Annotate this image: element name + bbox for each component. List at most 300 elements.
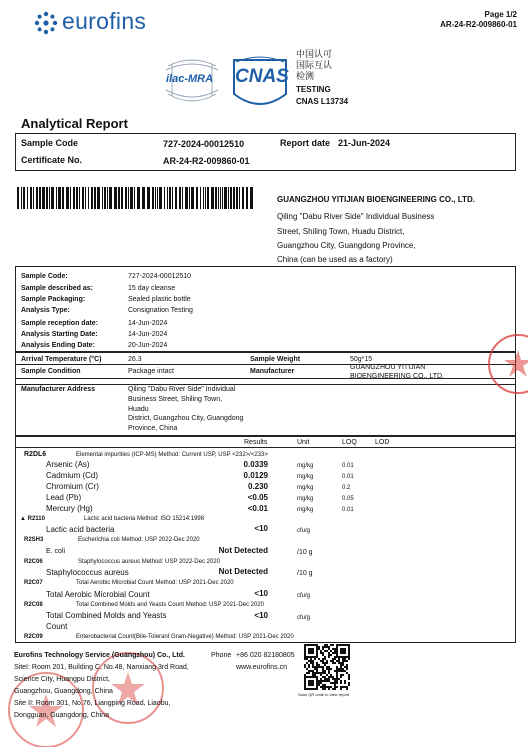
barcode-bar	[167, 187, 168, 209]
manufacturer-address-line2: Business Street, Shiling Town,	[128, 396, 223, 403]
r2110-result: <10	[254, 524, 268, 533]
manufacturer-address-line1: Qiling "Dabu River Side" Individual	[128, 386, 236, 393]
certificate-value: AR-24-R2-009860-01	[163, 156, 250, 166]
qr-module	[342, 674, 344, 676]
barcode-bar	[76, 187, 78, 209]
qr-module	[308, 660, 310, 662]
qr-module	[328, 668, 330, 670]
report-date-label: Report date	[280, 138, 331, 148]
r2c07-unit: cfu/g	[297, 593, 311, 599]
report-qr-code[interactable]	[304, 644, 350, 690]
sample-info-value: 14-Jun-2024	[128, 331, 168, 338]
qr-module	[344, 658, 346, 660]
qr-module	[342, 658, 344, 660]
qr-module	[336, 670, 338, 672]
qr-module	[324, 676, 326, 678]
qr-module	[318, 646, 320, 648]
barcode-bar	[191, 187, 194, 209]
qr-module	[340, 682, 342, 684]
footer-phone: +86 020 82180805	[236, 652, 295, 659]
qr-module	[316, 672, 318, 674]
barcode-bar	[207, 187, 209, 209]
barcode-bar	[30, 187, 32, 209]
barcode-bar	[142, 187, 145, 209]
qr-module	[312, 666, 314, 668]
barcode-bar	[23, 187, 25, 209]
qr-module	[340, 674, 342, 676]
qr-module	[338, 658, 340, 660]
barcode-bar	[179, 187, 181, 209]
qr-module	[310, 670, 312, 672]
r2c07-result: <10	[254, 589, 268, 598]
qr-module	[312, 662, 314, 664]
qr-module	[338, 662, 340, 664]
qr-module	[340, 670, 342, 672]
qr-module	[334, 686, 336, 688]
barcode-bar	[159, 187, 162, 209]
qr-module	[332, 662, 334, 664]
results-col-unit: Unit	[297, 439, 310, 446]
r2110-unit: cfu/g	[297, 528, 311, 534]
qr-module	[328, 672, 330, 674]
qr-module	[342, 668, 344, 670]
qr-module	[326, 644, 328, 646]
qr-module	[334, 652, 336, 654]
sample-code-label: Sample Code	[21, 138, 79, 148]
qr-module	[324, 688, 326, 690]
qr-module	[334, 648, 336, 650]
qr-module	[306, 662, 308, 664]
r2sh3-code: R2SH3	[24, 537, 44, 543]
qr-module	[326, 650, 328, 652]
qr-module	[308, 670, 310, 672]
barcode-bar	[46, 187, 48, 209]
element-name: Arsenic (As)	[46, 460, 90, 469]
qr-module	[310, 658, 312, 660]
barcode-bar	[224, 187, 227, 209]
qr-module	[348, 676, 350, 678]
qr-module	[320, 682, 322, 684]
qr-module	[332, 682, 334, 684]
sample-info-value: 15 day cleanse	[128, 285, 176, 292]
barcode-bar	[94, 187, 96, 209]
arrival-temp-value: 26.3	[128, 356, 142, 363]
qr-module	[348, 658, 350, 660]
qr-module	[344, 670, 346, 672]
element-unit: mg/kg	[297, 463, 314, 469]
cn-accreditation-line1: 中国认可	[296, 50, 333, 60]
qr-module	[322, 646, 324, 648]
sample-code-value: 727-2024-00012510	[163, 139, 245, 149]
element-name: Chromium (Cr)	[46, 482, 99, 491]
barcode-bar	[137, 187, 140, 209]
sample-info-box	[15, 266, 516, 352]
client-address-line2: Street, Shiling Town, Huadu District,	[277, 227, 405, 236]
r2110-name: Lactic acid bacteria	[46, 525, 115, 534]
element-result: <0.01	[247, 504, 268, 513]
qr-module	[332, 676, 334, 678]
barcode-bar	[200, 187, 201, 209]
qr-module	[304, 658, 306, 660]
qr-module	[330, 676, 332, 678]
barcode-bar	[39, 187, 41, 209]
qr-module	[322, 666, 324, 668]
qr-module	[344, 682, 346, 684]
qr-module	[328, 680, 330, 682]
qr-module	[338, 670, 340, 672]
element-unit: mg/kg	[297, 496, 314, 502]
element-unit: mg/kg	[297, 485, 314, 491]
qr-module	[346, 660, 348, 662]
qr-module	[332, 660, 334, 662]
qr-module	[312, 670, 314, 672]
barcode-bar	[130, 187, 133, 209]
qr-module	[308, 664, 310, 666]
sample-weight-label: Sample Weight	[250, 356, 301, 363]
qr-module	[342, 664, 344, 666]
qr-module	[348, 682, 350, 684]
qr-module	[322, 660, 324, 662]
r2110-desc: Lactic acid bacteria Method: ISO 15214:1998	[84, 516, 205, 522]
qr-module	[326, 646, 328, 648]
qr-module	[318, 680, 320, 682]
barcode-bar	[33, 187, 34, 209]
barcode-bar	[230, 187, 232, 209]
r2sh3-name: E. coli	[46, 548, 66, 555]
barcode-bar	[66, 187, 69, 209]
barcode-bar	[121, 187, 123, 209]
barcode-bar	[58, 187, 61, 209]
qr-module	[304, 664, 306, 666]
qr-module	[320, 652, 322, 654]
qr-module	[324, 662, 326, 664]
qr-module	[314, 666, 316, 668]
qr-module	[338, 668, 340, 670]
qr-module	[322, 688, 324, 690]
barcode-bar	[91, 187, 93, 209]
sample-info-label: Analysis Ending Date:	[21, 342, 95, 349]
qr-module	[330, 682, 332, 684]
qr-module	[324, 646, 326, 648]
element-loq: 0.01	[342, 463, 354, 469]
manufacturer-line2: BIOENGINEERING CO., LTD.	[350, 373, 444, 380]
qr-module	[314, 658, 316, 660]
qr-module	[322, 652, 324, 654]
client-address-line1: Qiling "Dabu River Side" Individual Business	[277, 212, 435, 221]
qr-module	[324, 644, 326, 646]
qr-module	[320, 650, 322, 652]
qr-module	[320, 674, 322, 676]
barcode-bar	[49, 187, 50, 209]
barcode-bar	[73, 187, 75, 209]
element-result: 0.230	[247, 482, 268, 491]
qr-module	[322, 684, 324, 686]
element-name: Mercury (Hg)	[46, 504, 93, 513]
qr-module	[322, 658, 324, 660]
r2c08-unit: cfu/g	[297, 615, 311, 621]
qr-module	[324, 656, 326, 658]
sample-condition-label: Sample Condition	[21, 368, 81, 375]
qr-module	[340, 688, 342, 690]
qr-module	[336, 682, 338, 684]
manufacturer-address-label: Manufacturer Address	[21, 386, 96, 393]
qr-module	[326, 678, 328, 680]
footer-company: Eurofins Technology Service (Guangzhou) Co., Ltd.	[14, 652, 185, 659]
qr-module	[314, 668, 316, 670]
qr-module	[320, 672, 322, 674]
r2c06-result: Not Detected	[218, 567, 268, 576]
r2c08-desc: Total Combined Molds and Yeasts Count Method: USP 2021-Dec 2020	[76, 602, 265, 608]
barcode-bar	[169, 187, 171, 209]
qr-module	[326, 668, 328, 670]
qr-module	[340, 680, 342, 682]
footer-site1-line2: Science City, Huangpu District,	[14, 676, 110, 683]
qr-module	[344, 666, 346, 668]
barcode-bar	[189, 187, 190, 209]
qr-module	[334, 662, 336, 664]
qr-module	[316, 668, 318, 670]
barcode-bar	[215, 187, 217, 209]
footer-site2-line1: Site II: Room 301, No.76, Liangping Road, Liaobu,	[14, 700, 171, 707]
footer-website[interactable]: www.eurofins.cn	[236, 664, 287, 671]
manufacturer-line1: GUANGZHOU YITIJIAN	[350, 364, 426, 371]
manufacturer-address-line5: Province, China	[128, 425, 178, 432]
qr-module	[334, 678, 336, 680]
qr-module	[322, 672, 324, 674]
barcode-bar	[82, 187, 84, 209]
r2dl6-desc: Elemental impurities (ICP-MS) Method: Current USP, USP <232>/<233>	[76, 452, 268, 458]
qr-module	[316, 666, 318, 668]
qr-module	[320, 678, 322, 680]
barcode-bar	[164, 187, 165, 209]
report-date-value: 21-Jun-2024	[338, 138, 391, 148]
barcode-bar	[185, 187, 188, 209]
barcode-bar	[118, 187, 120, 209]
sample-info-label: Analysis Starting Date:	[21, 331, 98, 338]
client-name: GUANGZHOU YITIJIAN BIOENGINEERING CO., LTD.	[277, 195, 475, 204]
brand-name: eurofins	[62, 8, 147, 34]
r2c08-name-line1: Total Combined Molds and Yeasts	[46, 611, 167, 620]
r2c09-desc: Enterobacterial Count(Bile-Tolerant Gram-Negative) Method: USP 2021-Dec 2020	[76, 634, 294, 640]
qr-module	[348, 678, 350, 680]
qr-module	[326, 674, 328, 676]
sample-info-label: Sample described as:	[21, 285, 93, 292]
report-number: AR-24-R2-009860-01	[440, 20, 517, 29]
qr-module	[330, 654, 332, 656]
barcode-bar	[42, 187, 45, 209]
manufacturer-address-line4: District, Guangzhou City, Guangdong	[128, 415, 244, 422]
barcode-bar	[205, 187, 206, 209]
qr-module	[340, 686, 342, 688]
sample-info-value: Consignation Testing	[128, 307, 193, 314]
barcode-bar	[85, 187, 86, 209]
barcode-bar	[70, 187, 71, 209]
qr-module	[334, 688, 336, 690]
qr-module	[336, 672, 338, 674]
qr-module	[340, 662, 342, 664]
cnas-number: CNAS L13734	[296, 97, 349, 106]
qr-module	[308, 672, 310, 674]
barcode-bar	[97, 187, 100, 209]
element-loq: 0.05	[342, 496, 354, 502]
element-unit: mg/kg	[297, 507, 314, 513]
qr-module	[316, 662, 318, 664]
qr-module	[322, 680, 324, 682]
qr-module	[346, 666, 348, 668]
eurofins-logo	[34, 10, 164, 36]
qr-module	[328, 646, 330, 648]
r2c07-desc: Total Aerobic Microbial Count Method: USP 2021-Dec 2020	[76, 580, 234, 586]
qr-module	[328, 676, 330, 678]
barcode-bar	[175, 187, 177, 209]
qr-module	[342, 686, 344, 688]
qr-module	[330, 644, 332, 646]
barcode-bar	[62, 187, 64, 209]
qr-module	[310, 662, 312, 664]
sample-info-label: Sample Code:	[21, 273, 68, 280]
r2c08-result: <10	[254, 611, 268, 620]
qr-module	[312, 672, 314, 674]
barcode	[17, 187, 257, 209]
r2110-code: ▲ R2110	[20, 516, 45, 522]
footer-site2-line2: Dongguan, Guangdong, China	[14, 712, 109, 719]
qr-module	[336, 660, 338, 662]
qr-module	[324, 670, 326, 672]
barcode-bar	[228, 187, 229, 209]
qr-module	[326, 686, 328, 688]
qr-module	[316, 670, 318, 672]
qr-module	[344, 686, 346, 688]
barcode-bar	[36, 187, 38, 209]
qr-module	[304, 674, 306, 676]
qr-module	[322, 662, 324, 664]
qr-module	[342, 662, 344, 664]
qr-module	[344, 660, 346, 662]
qr-module	[346, 686, 348, 688]
element-result: 0.0339	[243, 460, 268, 469]
results-col-results: Results	[244, 439, 268, 446]
qr-module	[348, 684, 350, 686]
barcode-bar	[236, 187, 238, 209]
sample-info-value: 14-Jun-2024	[128, 320, 168, 327]
qr-module	[336, 668, 338, 670]
report-title: Analytical Report	[21, 116, 128, 131]
qr-module	[304, 666, 306, 668]
qr-caption: Scan QR code to view report	[298, 692, 350, 697]
barcode-bar	[242, 187, 244, 209]
qr-module	[328, 666, 330, 668]
qr-module	[346, 668, 348, 670]
qr-module	[320, 686, 322, 688]
qr-module	[306, 668, 308, 670]
qr-module	[330, 668, 332, 670]
qr-module	[340, 668, 342, 670]
barcode-bar	[155, 187, 156, 209]
barcode-bar	[21, 187, 22, 209]
qr-module	[330, 686, 332, 688]
barcode-bar	[88, 187, 89, 209]
qr-module	[318, 666, 320, 668]
footer-phone-label: Phone	[211, 652, 232, 659]
barcode-bar	[157, 187, 158, 209]
element-loq: 0.01	[342, 507, 354, 513]
barcode-bar	[172, 187, 173, 209]
barcode-bar	[128, 187, 129, 209]
qr-module	[324, 672, 326, 674]
qr-module	[318, 648, 320, 650]
qr-module	[336, 678, 338, 680]
qr-module	[342, 660, 344, 662]
barcode-bar	[27, 187, 28, 209]
sample-info-value: 727-2024-00012510	[128, 273, 192, 280]
client-address-line4: China (can be used as a factory)	[277, 255, 393, 264]
qr-module	[328, 670, 330, 672]
qr-module	[318, 664, 320, 666]
qr-module	[324, 650, 326, 652]
barcode-bar	[125, 187, 127, 209]
qr-module	[328, 688, 330, 690]
r2c07-code: R2C07	[24, 580, 43, 586]
qr-module	[334, 670, 336, 672]
barcode-bar	[152, 187, 154, 209]
barcode-bar	[102, 187, 103, 209]
qr-module	[340, 676, 342, 678]
qr-module	[332, 678, 334, 680]
qr-module	[348, 674, 350, 676]
r2c07-name: Total Aerobic Microbial Count	[46, 590, 150, 599]
qr-module	[336, 676, 338, 678]
barcode-bar	[107, 187, 108, 209]
barcode-bar	[218, 187, 219, 209]
r2dl6-code: R2DL6	[24, 451, 47, 458]
qr-module	[332, 648, 334, 650]
qr-module	[322, 670, 324, 672]
cn-accreditation-line3: 检测	[296, 72, 315, 82]
qr-module	[320, 680, 322, 682]
barcode-bar	[233, 187, 235, 209]
qr-module	[324, 678, 326, 680]
cn-accreditation-line2: 国际互认	[296, 61, 333, 71]
cnas-logo	[228, 54, 292, 114]
qr-module	[334, 682, 336, 684]
qr-module	[322, 668, 324, 670]
barcode-bar	[239, 187, 240, 209]
arrival-temp-label: Arrival Temperature (°C)	[21, 356, 102, 363]
sample-info-value: Sealed plastic bottle	[128, 296, 191, 303]
qr-module	[306, 672, 308, 674]
seal-stamp-right	[488, 334, 528, 394]
qr-module	[340, 664, 342, 666]
qr-module	[346, 672, 348, 674]
barcode-bar	[182, 187, 183, 209]
qr-module	[322, 686, 324, 688]
r2sh3-desc: Escherichia coli Method: USP 2022-Dec 2020	[78, 537, 200, 543]
ilac-mra-logo	[162, 56, 222, 108]
barcode-bar	[250, 187, 253, 209]
barcode-bar	[17, 187, 19, 209]
r2c06-desc: Staphylococcus aureus Method: USP 2022-Dec 2020	[78, 559, 220, 565]
r2c06-unit: /10 g	[297, 570, 313, 577]
qr-module	[328, 648, 330, 650]
qr-module	[328, 654, 330, 656]
footer-site1-line3: Guangzhou, Guangdong, China	[14, 688, 113, 695]
barcode-bar	[203, 187, 204, 209]
element-loq: 0.2	[342, 485, 351, 491]
accreditation-block	[296, 50, 406, 107]
qr-module	[334, 658, 336, 660]
qr-module	[342, 670, 344, 672]
sample-info-label: Analysis Type:	[21, 307, 70, 314]
